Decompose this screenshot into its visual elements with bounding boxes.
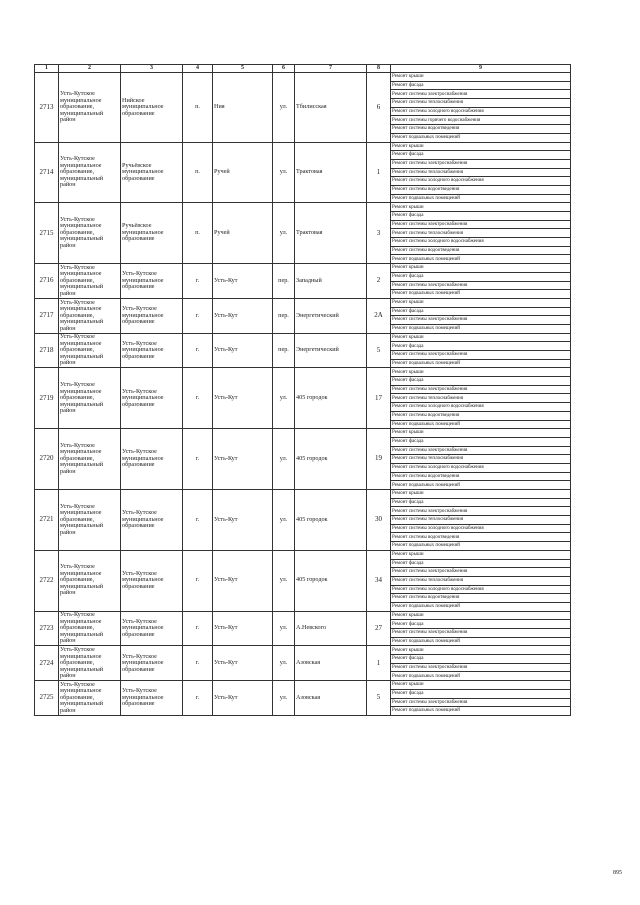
works-cell	[391, 429, 571, 490]
works-cell	[391, 73, 571, 143]
municipality-cell: Усть-Кутское муниципальное образование, муниципальный район	[59, 646, 121, 681]
work-item: Ремонт системы электроснабжения	[391, 507, 570, 516]
municipality-cell: Усть-Кутское муниципальное образование, муниципальный район	[59, 550, 121, 611]
work-item: Ремонт системы водоотведения	[391, 411, 570, 420]
house-number-cell: 2А	[367, 298, 391, 333]
work-item: Ремонт системы холодного водоснабжения	[391, 463, 570, 472]
settlement-cell: Усть-Кутское муниципальное образование	[121, 264, 183, 299]
work-item: Ремонт системы водоотведения	[391, 125, 570, 134]
work-item: Ремонт фасада	[391, 498, 570, 507]
street-type-cell: ул.	[273, 611, 295, 646]
settlement-cell: Усть-Кутское муниципальное образование	[121, 611, 183, 646]
settlement-cell: Усть-Кутское муниципальное образование	[121, 298, 183, 333]
header-cell: 8	[367, 65, 391, 73]
work-item: Ремонт системы теплоснабжения	[391, 394, 570, 403]
table-row	[35, 264, 571, 299]
table-row	[35, 298, 571, 333]
row-number-cell: 2716	[35, 264, 59, 299]
work-item: Ремонт системы теплоснабжения	[391, 516, 570, 525]
work-item: Ремонт системы электроснабжения	[391, 568, 570, 577]
municipality-cell: Усть-Кутское муниципальное образование, муниципальный район	[59, 73, 121, 143]
settlement-cell: Усть-Кутское муниципальное образование	[121, 368, 183, 429]
table-row	[35, 681, 571, 716]
works-list	[391, 143, 570, 203]
locality-name-cell: Усть-Кут	[213, 264, 273, 299]
municipality-cell: Усть-Кутское муниципальное образование, муниципальный район	[59, 333, 121, 368]
table-row	[35, 203, 571, 264]
work-item: Ремонт подвальных помещений	[392, 195, 460, 201]
settlement-cell: Нийское муниципальное образование	[121, 73, 183, 143]
work-item: Ремонт подвальных помещений	[392, 256, 460, 262]
table-row	[35, 550, 571, 611]
house-number-cell: 5	[367, 333, 391, 368]
municipality-cell: Усть-Кутское муниципальное образование, муниципальный район	[59, 611, 121, 646]
locality-type-cell: п.	[183, 142, 213, 203]
row-number-cell: 2717	[35, 298, 59, 333]
works-cell	[391, 264, 571, 299]
street-name-cell: Энергетический	[295, 298, 367, 333]
work-item: Ремонт фасада	[391, 342, 570, 351]
municipality-cell: Усть-Кутское муниципальное образование, муниципальный район	[59, 298, 121, 333]
works-list	[391, 612, 570, 646]
work-item: Ремонт системы электроснабжения	[391, 159, 570, 168]
works-list	[391, 646, 570, 680]
works-cell	[391, 368, 571, 429]
settlement-cell: Усть-Кутское муниципальное образование	[121, 550, 183, 611]
house-number-cell: 1	[367, 142, 391, 203]
street-type-cell: ул.	[273, 550, 295, 611]
header-cell: 3	[121, 65, 183, 73]
header-cell: 1	[35, 65, 59, 73]
table-row	[35, 142, 571, 203]
work-item: Ремонт системы электроснабжения	[391, 629, 570, 638]
header-cell: 2	[59, 65, 121, 73]
work-item: Ремонт подвальных помещений	[392, 543, 460, 549]
table-row	[35, 368, 571, 429]
settlement-cell: Усть-Кутское муниципальное образование	[121, 490, 183, 551]
works-cell	[391, 298, 571, 333]
settlement-cell: Усть-Кутское муниципальное образование	[121, 681, 183, 716]
work-item: Ремонт системы электроснабжения	[391, 446, 570, 455]
header-cell: 7	[295, 65, 367, 73]
table-row	[35, 490, 571, 551]
works-list	[391, 551, 570, 611]
work-item: Ремонт системы электроснабжения	[391, 90, 570, 99]
row-number-cell: 2718	[35, 333, 59, 368]
row-number-cell: 2715	[35, 203, 59, 264]
locality-type-cell: г.	[183, 681, 213, 716]
works-cell	[391, 490, 571, 551]
work-item: Ремонт подвальных помещений	[392, 482, 460, 488]
work-item: Ремонт системы горячего водоснабжения	[391, 116, 570, 125]
work-item: Ремонт подвальных помещений	[392, 360, 460, 366]
works-cell	[391, 611, 571, 646]
settlement-cell: Ручьёвское муниципальное образование	[121, 142, 183, 203]
work-item: Ремонт крыши	[391, 73, 570, 81]
street-type-cell: ул.	[273, 73, 295, 143]
work-item: Ремонт системы электроснабжения	[391, 663, 570, 672]
street-type-cell: пер.	[273, 264, 295, 299]
work-item: Ремонт подвальных помещений	[392, 291, 460, 297]
street-type-cell: пер.	[273, 298, 295, 333]
locality-name-cell: Усть-Кут	[213, 646, 273, 681]
works-cell	[391, 333, 571, 368]
work-item: Ремонт системы теплоснабжения	[391, 576, 570, 585]
work-item: Ремонт системы электроснабжения	[391, 316, 570, 325]
locality-type-cell: г.	[183, 490, 213, 551]
work-item: Ремонт фасада	[391, 212, 570, 221]
table-row	[35, 611, 571, 646]
municipality-cell: Усть-Кутское муниципальное образование, муниципальный район	[59, 264, 121, 299]
work-item: Ремонт системы электроснабжения	[391, 698, 570, 707]
house-number-cell: 34	[367, 550, 391, 611]
street-name-cell: 405 городок	[295, 550, 367, 611]
locality-type-cell: г.	[183, 646, 213, 681]
works-list	[391, 681, 570, 715]
work-item: Ремонт системы холодного водоснабжения	[391, 403, 570, 412]
work-item: Ремонт системы электроснабжения	[391, 281, 570, 290]
street-name-cell: Азовская	[295, 646, 367, 681]
works-list	[391, 429, 570, 489]
work-item: Ремонт крыши	[391, 681, 570, 689]
table-row	[35, 646, 571, 681]
street-type-cell: ул.	[273, 142, 295, 203]
locality-type-cell: г.	[183, 298, 213, 333]
row-number-cell: 2725	[35, 681, 59, 716]
municipality-cell: Усть-Кутское муниципальное образование, муниципальный район	[59, 490, 121, 551]
header-cell: 4	[183, 65, 213, 73]
work-item: Ремонт крыши	[391, 490, 570, 498]
locality-type-cell: г.	[183, 611, 213, 646]
works-cell	[391, 646, 571, 681]
work-item: Ремонт системы водоотведения	[391, 594, 570, 603]
locality-name-cell: Ручей	[213, 142, 273, 203]
locality-name-cell: Ручей	[213, 203, 273, 264]
header-cell: 5	[213, 65, 273, 73]
work-item: Ремонт подвальных помещений	[392, 638, 460, 644]
work-item: Ремонт фасада	[391, 559, 570, 568]
work-item: Ремонт фасада	[391, 620, 570, 629]
municipality-cell: Усть-Кутское муниципальное образование, муниципальный район	[59, 203, 121, 264]
row-number-cell: 2722	[35, 550, 59, 611]
locality-type-cell: г.	[183, 333, 213, 368]
works-list	[391, 264, 570, 298]
work-item: Ремонт системы электроснабжения	[391, 385, 570, 394]
house-number-cell: 30	[367, 490, 391, 551]
house-number-cell: 19	[367, 429, 391, 490]
street-type-cell: ул.	[273, 203, 295, 264]
row-number-cell: 2713	[35, 73, 59, 143]
work-item: Ремонт системы холодного водоснабжения	[391, 585, 570, 594]
work-item: Ремонт фасада	[391, 377, 570, 386]
work-item: Ремонт системы водоотведения	[391, 185, 570, 194]
works-cell	[391, 142, 571, 203]
row-number-cell: 2714	[35, 142, 59, 203]
work-item: Ремонт крыши	[391, 646, 570, 654]
house-number-cell: 6	[367, 73, 391, 143]
street-name-cell: 405 городок	[295, 490, 367, 551]
house-number-cell: 3	[367, 203, 391, 264]
street-name-cell: Азовская	[295, 681, 367, 716]
street-name-cell: Трактовая	[295, 142, 367, 203]
work-item: Ремонт подвальных помещений	[392, 673, 460, 679]
work-item: Ремонт фасада	[391, 689, 570, 698]
work-item: Ремонт фасада	[391, 307, 570, 316]
work-item: Ремонт фасада	[391, 272, 570, 281]
street-name-cell: Трактовая	[295, 203, 367, 264]
work-item: Ремонт системы водоотведения	[391, 246, 570, 255]
work-item: Ремонт системы электроснабжения	[391, 351, 570, 360]
row-number-cell: 2720	[35, 429, 59, 490]
works-cell	[391, 681, 571, 716]
works-list	[391, 299, 570, 333]
works-list	[391, 203, 570, 263]
street-type-cell: ул.	[273, 368, 295, 429]
table-row	[35, 73, 571, 143]
work-item: Ремонт крыши	[391, 143, 570, 151]
work-item: Ремонт системы холодного водоснабжения	[391, 238, 570, 247]
work-item: Ремонт подвальных помещений	[392, 135, 460, 141]
locality-type-cell: г.	[183, 264, 213, 299]
work-item: Ремонт системы теплоснабжения	[391, 229, 570, 238]
page-number: 895	[613, 870, 622, 876]
settlement-cell: Ручьёвское муниципальное образование	[121, 203, 183, 264]
work-item: Ремонт системы холодного водоснабжения	[391, 107, 570, 116]
work-item: Ремонт подвальных помещений	[392, 421, 460, 427]
row-number-cell: 2724	[35, 646, 59, 681]
locality-type-cell: п.	[183, 203, 213, 264]
work-item: Ремонт фасада	[391, 437, 570, 446]
locality-name-cell: Усть-Кут	[213, 490, 273, 551]
locality-name-cell: Усть-Кут	[213, 298, 273, 333]
table-row	[35, 429, 571, 490]
locality-name-cell: Усть-Кут	[213, 429, 273, 490]
street-name-cell: Тбилисская	[295, 73, 367, 143]
header-row	[35, 65, 571, 73]
municipality-cell: Усть-Кутское муниципальное образование, муниципальный район	[59, 142, 121, 203]
house-number-cell: 1	[367, 646, 391, 681]
row-number-cell: 2723	[35, 611, 59, 646]
works-list	[391, 368, 570, 428]
house-number-cell: 5	[367, 681, 391, 716]
table-row	[35, 333, 571, 368]
locality-name-cell: Усть-Кут	[213, 611, 273, 646]
street-type-cell: ул.	[273, 490, 295, 551]
work-item: Ремонт системы теплоснабжения	[391, 455, 570, 464]
locality-type-cell: г.	[183, 550, 213, 611]
work-item: Ремонт крыши	[391, 264, 570, 272]
street-name-cell: А.Невского	[295, 611, 367, 646]
locality-type-cell: п.	[183, 73, 213, 143]
works-cell	[391, 550, 571, 611]
works-list	[391, 73, 570, 142]
settlement-cell: Усть-Кутское муниципальное образование	[121, 646, 183, 681]
settlement-cell: Усть-Кутское муниципальное образование	[121, 333, 183, 368]
locality-type-cell: г.	[183, 429, 213, 490]
work-item: Ремонт подвальных помещений	[392, 604, 460, 610]
street-name-cell: Энергетический	[295, 333, 367, 368]
street-name-cell: 405 городок	[295, 429, 367, 490]
house-number-cell: 27	[367, 611, 391, 646]
row-number-cell: 2721	[35, 490, 59, 551]
locality-name-cell: Усть-Кут	[213, 681, 273, 716]
street-type-cell: пер.	[273, 333, 295, 368]
works-list	[391, 334, 570, 368]
work-item: Ремонт крыши	[391, 612, 570, 620]
work-item: Ремонт системы холодного водоснабжения	[391, 177, 570, 186]
table-body	[35, 73, 571, 716]
street-name-cell: 405 городок	[295, 368, 367, 429]
work-item: Ремонт системы холодного водоснабжения	[391, 524, 570, 533]
work-item: Ремонт крыши	[391, 429, 570, 437]
work-item: Ремонт фасада	[391, 655, 570, 664]
work-item: Ремонт системы водоотведения	[391, 472, 570, 481]
row-number-cell: 2719	[35, 368, 59, 429]
street-type-cell: ул.	[273, 429, 295, 490]
work-item: Ремонт крыши	[391, 551, 570, 559]
municipality-cell: Усть-Кутское муниципальное образование, муниципальный район	[59, 681, 121, 716]
work-item: Ремонт системы водоотведения	[391, 533, 570, 542]
house-number-cell: 2	[367, 264, 391, 299]
header-cell: 9	[391, 65, 571, 73]
work-item: Ремонт крыши	[391, 334, 570, 342]
settlement-cell: Усть-Кутское муниципальное образование	[121, 429, 183, 490]
municipality-cell: Усть-Кутское муниципальное образование, муниципальный район	[59, 429, 121, 490]
works-list	[391, 490, 570, 550]
work-item: Ремонт фасада	[391, 151, 570, 160]
work-item: Ремонт подвальных помещений	[392, 708, 460, 714]
locality-name-cell: Усть-Кут	[213, 368, 273, 429]
municipality-cell: Усть-Кутское муниципальное образование, муниципальный район	[59, 368, 121, 429]
work-item: Ремонт системы теплоснабжения	[391, 168, 570, 177]
house-number-cell: 17	[367, 368, 391, 429]
work-item: Ремонт системы электроснабжения	[391, 220, 570, 229]
street-name-cell: Западный	[295, 264, 367, 299]
work-item: Ремонт крыши	[391, 299, 570, 307]
work-item: Ремонт системы теплоснабжения	[391, 99, 570, 108]
work-item: Ремонт подвальных помещений	[392, 326, 460, 332]
locality-name-cell: Усть-Кут	[213, 333, 273, 368]
header-cell: 6	[273, 65, 295, 73]
works-cell	[391, 203, 571, 264]
work-item: Ремонт крыши	[391, 368, 570, 376]
work-item: Ремонт фасада	[391, 81, 570, 90]
street-type-cell: ул.	[273, 681, 295, 716]
work-item: Ремонт крыши	[391, 203, 570, 211]
locality-name-cell: Ния	[213, 73, 273, 143]
repair-schedule-table	[34, 64, 571, 716]
locality-type-cell: г.	[183, 368, 213, 429]
street-type-cell: ул.	[273, 646, 295, 681]
locality-name-cell: Усть-Кут	[213, 550, 273, 611]
